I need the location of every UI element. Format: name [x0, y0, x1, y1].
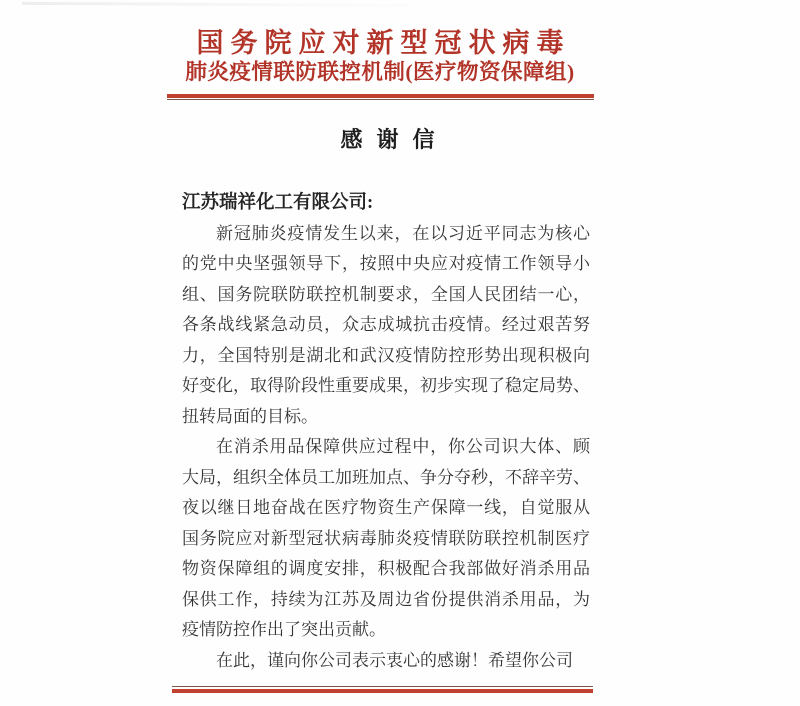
footer-rule-thin-line — [172, 686, 593, 687]
header-rule-thick-line — [167, 94, 594, 98]
letter-line: 在消杀用品保障供应过程中，你公司识大体、顾 — [216, 437, 590, 456]
letter-line: 夜以继日地奋战在医疗物资生产保障一线，自觉服从 — [182, 498, 590, 517]
letterhead-line-1: 国务院应对新型冠状病毒 — [196, 28, 571, 58]
letter-line: 物资保障组的调度安排，积极配合我部做好消杀用品 — [182, 559, 590, 578]
letter-line: 扭转局面的目标。 — [182, 406, 318, 426]
recipient-line: 江苏瑞祥化工有限公司: — [182, 193, 374, 213]
letter-line: 保供工作，持续为江苏及周边省份提供消杀用品，为 — [182, 589, 590, 609]
footer-rule-thick-line — [172, 689, 593, 694]
letter-body — [182, 188, 590, 676]
letter-line: 在此，谨向你公司表示衷心的感谢！希望你公司 — [216, 650, 573, 670]
letter-line: 各条战线紧急动员，众志成城抗击疫情。经过艰苦努 — [182, 315, 590, 334]
letter-line: 力，全国特别是湖北和武汉疫情防控形势出现积极向 — [182, 345, 590, 365]
header-rule-thin-line — [167, 99, 594, 100]
letter-line: 的党中央坚强领导下，按照中央应对疫情工作领导小 — [182, 254, 590, 273]
letter-body-lines — [182, 219, 590, 677]
letterhead-line-2: 肺炎疫情联防联控机制(医疗物资保障组) — [185, 60, 575, 84]
letter-line: 组、国务院联防联控机制要求，全国人民团结一心， — [182, 284, 590, 304]
letter-line: 新冠肺炎疫情发生以来，在以习近平同志为核心 — [216, 223, 590, 243]
letterhead — [160, 28, 600, 86]
letter-line: 疫情防控作出了突出贡献。 — [182, 620, 386, 639]
scan-artifact — [22, 2, 452, 7]
letter-line: 国务院应对新型冠状病毒肺炎疫情联防联控机制医疗 — [182, 528, 590, 548]
header-rule — [167, 94, 594, 100]
letter-title: 感谢信 — [340, 127, 449, 152]
footer-rule — [172, 686, 593, 693]
letter-line: 大局，组织全体员工加班加点、争分夺秒，不辞辛劳、 — [182, 467, 590, 487]
letter-line: 好变化，取得阶段性重要成果，初步实现了稳定局势、 — [182, 376, 590, 395]
